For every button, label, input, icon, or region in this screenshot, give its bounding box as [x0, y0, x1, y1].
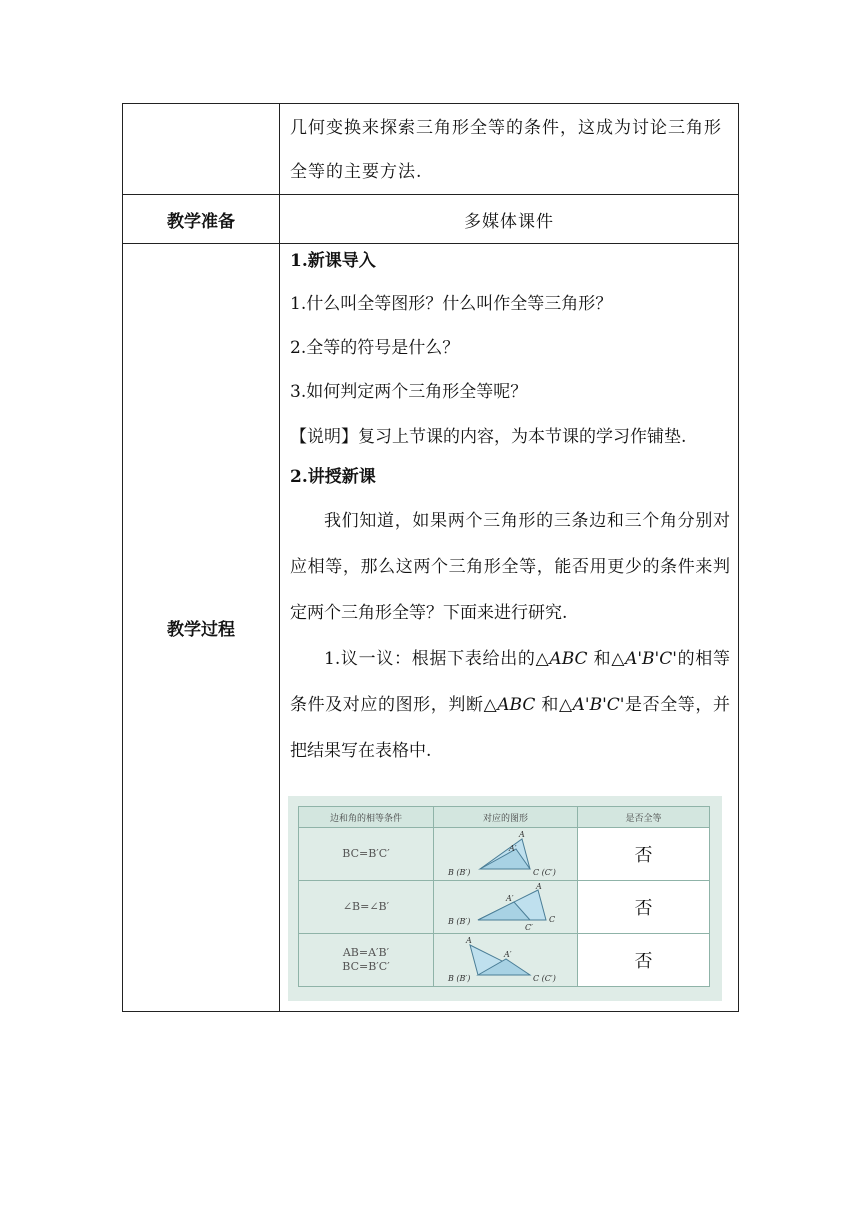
row1-label-a-prime: A′ — [508, 844, 517, 853]
prep-row — [123, 195, 739, 244]
process-content-cell — [280, 244, 739, 1012]
activity-and-2: 和△ — [535, 695, 573, 715]
prep-label: 教学准备 — [123, 195, 280, 244]
row2-label-c-prime: C′ — [524, 923, 533, 932]
row3-diagram — [434, 934, 578, 987]
row2-triangles-image — [446, 882, 566, 932]
figure-table — [298, 806, 710, 987]
row3-condition-line-2: BC=B′C′ — [342, 960, 390, 973]
figure-row-3 — [299, 934, 710, 987]
process-label: 教学过程 — [123, 244, 280, 1012]
lesson-plan-table — [122, 103, 739, 1012]
activity-paragraph — [290, 636, 730, 774]
intro-text: 几何变换来探索三角形全等的条件，这成为讨论三角形全等的主要方法. — [290, 118, 722, 182]
question-2: 2.全等的符号是什么？ — [290, 338, 460, 358]
triangle-abc: ABC — [549, 649, 588, 669]
row2-label-a-prime: A′ — [505, 894, 514, 903]
question-3: 3.如何判定两个三角形全等呢？ — [290, 382, 528, 402]
section2-title: 2.讲授新课 — [290, 467, 376, 487]
row3-condition-line-1: AB=A′B′ — [342, 946, 390, 959]
row1-label-c: C (C′) — [532, 868, 556, 877]
row3-label-a-prime: A′ — [503, 950, 512, 959]
triangle-abc-prime: A'B'C' — [625, 649, 677, 669]
row3-label-c: C (C′) — [532, 974, 556, 983]
figure-header-row — [299, 807, 710, 828]
figure-header-diagram: 对应的图形 — [434, 807, 578, 828]
row2-label-a: A — [535, 882, 542, 891]
row1-label-b: B (B′) — [447, 868, 470, 877]
activity-mid: 的相等条件及对应的图形，判断△ — [290, 649, 731, 715]
prep-value: 多媒体课件 — [280, 195, 739, 244]
intro-content-cell — [280, 104, 739, 195]
process-row — [123, 244, 739, 1012]
intro-label-cell — [123, 104, 280, 195]
row3-label-b: B (B′) — [447, 974, 470, 983]
note-text: 复习上节课的内容，为本节课的学习作铺垫. — [358, 427, 687, 447]
activity-and-1: 和△ — [587, 649, 626, 669]
row3-condition — [299, 934, 434, 987]
section1-title: 1.新课导入 — [290, 251, 376, 271]
row2-condition: ∠B=∠B′ — [299, 881, 434, 934]
congruence-figure — [288, 796, 722, 1001]
question-1: 1.什么叫全等图形？什么叫作全等三角形？ — [290, 294, 613, 314]
row3-triangles-image — [446, 935, 566, 985]
intro-paragraph: 我们知道，如果两个三角形的三条边和三个角分别对应相等，那么这两个三角形全等，能否用更少的条件来判定两个三角形全等？下面来进行研究. — [290, 511, 730, 623]
row1-result: 否 — [578, 828, 710, 881]
row2-result: 否 — [578, 881, 710, 934]
row1-diagram — [434, 828, 578, 881]
row1-condition: BC=B′C′ — [299, 828, 434, 881]
activity-prefix: 1.议一议：根据下表给出的△ — [324, 649, 550, 669]
row1-label-a: A — [518, 830, 525, 839]
row2-label-b: B (B′) — [447, 917, 470, 926]
activity-suffix: 是否全等，并把结果写在表格中. — [290, 695, 731, 761]
triangle-abc-prime-2: A'B'C' — [572, 695, 625, 715]
note-paragraph — [290, 414, 730, 460]
row2-diagram — [434, 881, 578, 934]
triangle-abc-2: ABC — [497, 695, 536, 715]
row2-label-c: C — [548, 915, 555, 924]
figure-header-condition: 边和角的相等条件 — [299, 807, 434, 828]
row1-triangles-image — [446, 829, 566, 879]
figure-row-1 — [299, 828, 710, 881]
row3-result: 否 — [578, 934, 710, 987]
figure-header-result: 是否全等 — [578, 807, 710, 828]
figure-row-2 — [299, 881, 710, 934]
row3-label-a: A — [465, 936, 472, 945]
note-tag: 【说明】 — [290, 427, 358, 447]
intro-row — [123, 104, 739, 195]
